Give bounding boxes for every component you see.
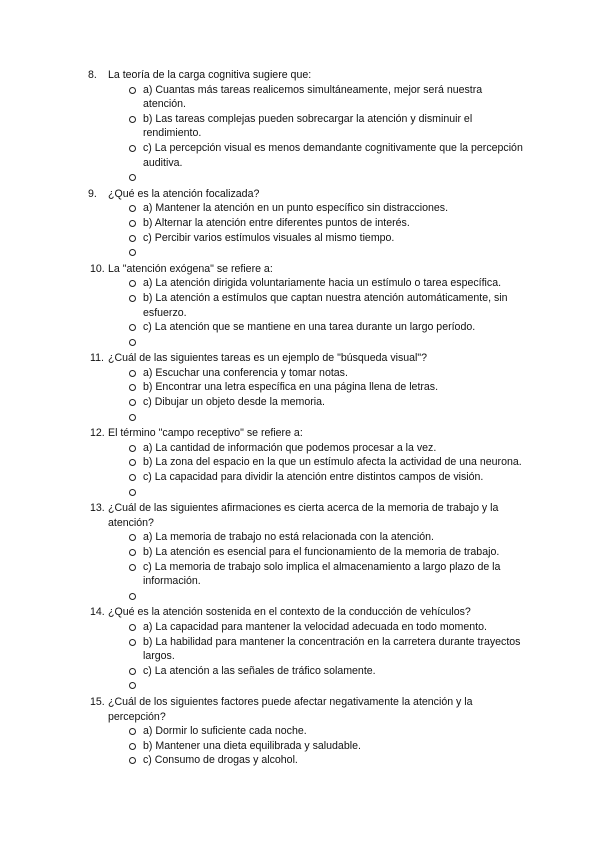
option-item	[143, 245, 523, 260]
option-item	[143, 291, 523, 320]
question-number: 11.	[90, 352, 104, 365]
hollow-bullet-icon	[129, 624, 136, 631]
option-list	[108, 724, 518, 768]
option-text: c) La percepción visual es menos demandante cognitivamente que la percepción auditiva.	[143, 141, 523, 169]
question-text: ¿Qué es la atención sostenida en el contexto de la conducción de vehículos?	[108, 606, 471, 619]
option-item	[143, 753, 523, 768]
question-number: 14.	[90, 606, 105, 619]
question-text: La "atención exógena" se refiere a:	[108, 262, 273, 275]
option-text: b) Alternar la atención entre diferentes puntos de interés.	[143, 216, 410, 229]
question-text: ¿Qué es la atención focalizada?	[108, 187, 260, 200]
hollow-bullet-icon	[129, 459, 136, 466]
question-15	[90, 695, 518, 768]
option-item	[143, 545, 523, 560]
question-text: ¿Cuál de las siguientes tareas es un ejemplo de "búsqueda visual"?	[108, 352, 428, 365]
option-item	[143, 470, 523, 485]
option-list	[108, 530, 518, 603]
option-text: b) La zona del espacio en la que un estímulo afecta la actividad de una neurona.	[143, 456, 522, 469]
option-item	[143, 441, 523, 456]
hollow-bullet-icon	[129, 174, 136, 181]
hollow-bullet-icon	[129, 339, 136, 346]
hollow-bullet-icon	[129, 249, 136, 256]
option-text: a) La memoria de trabajo no está relacionada con la atención.	[143, 531, 434, 544]
option-list	[108, 201, 518, 259]
option-item	[143, 530, 523, 545]
question-text: ¿Cuál de los siguientes factores puede afectar negativamente la atención y la percepción?	[108, 695, 473, 723]
option-text: b) La habilidad para mantener la concentración en la carretera durante trayectos largos.	[143, 635, 521, 663]
option-item	[143, 589, 523, 604]
hollow-bullet-icon	[129, 728, 136, 735]
option-item	[143, 739, 523, 754]
question-number: 8.	[88, 69, 97, 81]
option-text: a) Mantener la atención en un punto específico sin distracciones.	[143, 202, 449, 215]
option-item	[143, 410, 523, 425]
option-text: c) La memoria de trabajo solo implica el almacenamiento a largo plazo de la información.	[143, 560, 501, 588]
hollow-bullet-icon	[129, 743, 136, 750]
option-list	[108, 620, 521, 693]
option-text: a) Cuantas más tareas realicemos simultáneamente, mejor será nuestra atención.	[143, 83, 483, 111]
option-text: a) La atención dirigida voluntariamente hacia un estímulo o tarea específica.	[143, 277, 502, 290]
option-text: a) Dormir lo suficiente cada noche.	[143, 725, 307, 738]
hollow-bullet-icon	[129, 757, 136, 764]
option-item	[143, 664, 523, 679]
option-item	[143, 635, 523, 664]
question-number: 12.	[90, 427, 105, 440]
option-item	[143, 560, 523, 589]
hollow-bullet-icon	[129, 295, 136, 302]
option-item	[143, 216, 523, 231]
hollow-bullet-icon	[129, 489, 136, 496]
hollow-bullet-icon	[129, 549, 136, 556]
option-list	[108, 441, 522, 499]
option-text: b) Encontrar una letra específica en una página llena de letras.	[143, 381, 439, 394]
hollow-bullet-icon	[129, 370, 136, 377]
question-number: 9.	[88, 187, 97, 200]
question-number: 13.	[90, 502, 105, 515]
option-item	[143, 395, 523, 410]
question-9	[88, 187, 518, 260]
hollow-bullet-icon	[129, 414, 136, 421]
option-item	[143, 678, 523, 693]
hollow-bullet-icon	[129, 564, 136, 571]
option-item	[143, 724, 523, 739]
hollow-bullet-icon	[129, 324, 136, 331]
option-list	[108, 366, 518, 424]
hollow-bullet-icon	[129, 668, 136, 675]
question-number: 10.	[90, 262, 105, 275]
question-text: La teoría de la carga cognitiva sugiere que:	[108, 69, 312, 81]
option-text: c) La atención que se mantiene en una tarea durante un largo período.	[143, 321, 476, 334]
question-number: 15.	[90, 695, 105, 708]
question-13	[90, 501, 518, 603]
hollow-bullet-icon	[129, 593, 136, 600]
option-text: c) Percibir varios estímulos visuales al mismo tiempo.	[143, 231, 395, 244]
question-10	[90, 262, 518, 350]
hollow-bullet-icon	[129, 474, 136, 481]
hollow-bullet-icon	[129, 534, 136, 541]
option-item	[143, 112, 523, 141]
hollow-bullet-icon	[129, 384, 136, 391]
option-item	[143, 276, 523, 291]
hollow-bullet-icon	[129, 399, 136, 406]
option-item	[143, 170, 523, 185]
option-text: b) La atención es esencial para el funcionamiento de la memoria de trabajo.	[143, 546, 500, 558]
question-14	[90, 605, 521, 693]
option-text: b) Mantener una dieta equilibrada y saludable.	[143, 739, 361, 752]
option-item	[143, 335, 523, 350]
question-12	[90, 426, 522, 499]
hollow-bullet-icon	[129, 145, 136, 152]
option-item	[143, 366, 523, 381]
question-11	[90, 351, 518, 424]
hollow-bullet-icon	[129, 116, 136, 123]
option-item	[143, 320, 523, 335]
option-item	[143, 83, 523, 112]
option-item	[143, 201, 523, 216]
option-text: c) Dibujar un objeto desde la memoria.	[143, 396, 325, 409]
option-item	[143, 455, 523, 470]
hollow-bullet-icon	[129, 220, 136, 227]
option-text: b) La atención a estímulos que captan nuestra atención automáticamente, sin esfuerzo.	[143, 291, 508, 319]
question-text: ¿Cuál de las siguientes afirmaciones es cierta acerca de la memoria de trabajo y la atención?	[108, 502, 499, 529]
hollow-bullet-icon	[129, 682, 136, 689]
option-text: a) La capacidad para mantener la velocidad adecuada en todo momento.	[143, 620, 487, 633]
option-text: a) La cantidad de información que podemos procesar a la vez.	[143, 441, 437, 454]
option-text: c) La atención a las señales de tráfico solamente.	[143, 664, 376, 677]
option-text: c) Consumo de drogas y alcohol.	[143, 754, 298, 767]
hollow-bullet-icon	[129, 87, 136, 94]
option-text: a) Escuchar una conferencia y tomar notas.	[143, 366, 348, 379]
hollow-bullet-icon	[129, 235, 136, 242]
option-item	[143, 620, 523, 635]
question-8	[88, 68, 523, 185]
option-text: c) La capacidad para dividir la atención entre distintos campos de visión.	[143, 471, 484, 484]
option-text: b) Las tareas complejas pueden sobrecargar la atención y disminuir el rendimiento.	[143, 112, 473, 140]
hollow-bullet-icon	[129, 205, 136, 212]
hollow-bullet-icon	[129, 445, 136, 452]
option-item	[143, 380, 523, 395]
question-list	[0, 68, 600, 768]
question-text: El término "campo receptivo" se refiere a:	[108, 427, 303, 440]
hollow-bullet-icon	[129, 639, 136, 646]
option-item	[143, 231, 523, 246]
option-list	[108, 83, 523, 185]
hollow-bullet-icon	[129, 280, 136, 287]
option-item	[143, 485, 523, 500]
option-item	[143, 141, 523, 170]
option-list	[108, 276, 518, 349]
